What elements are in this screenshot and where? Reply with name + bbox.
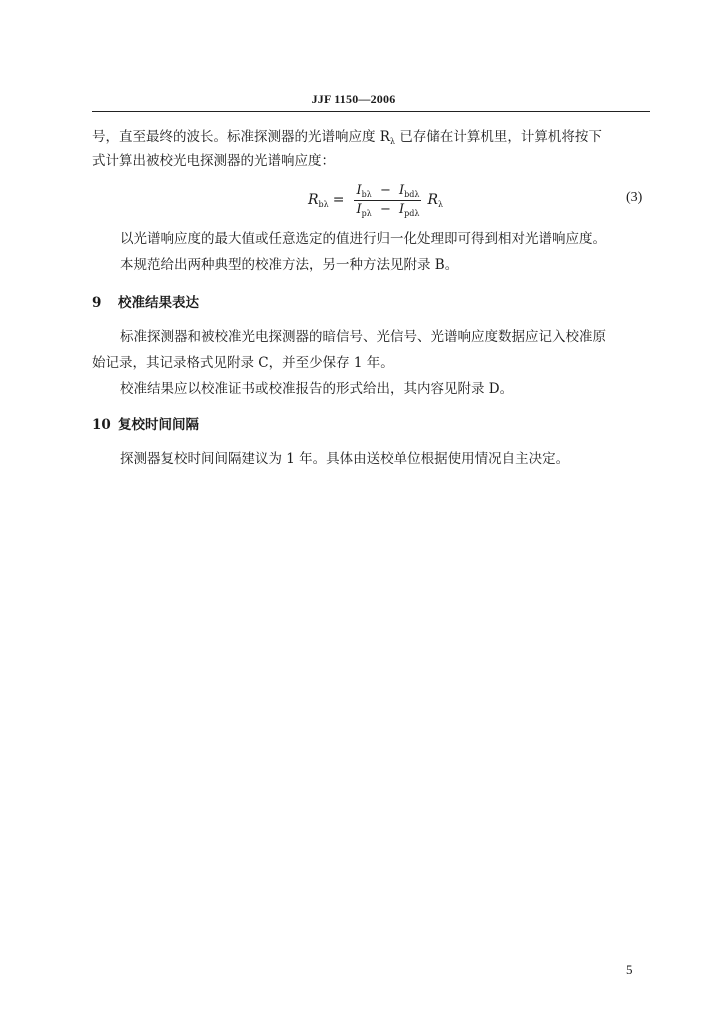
paragraph-2: 以光谱响应度的最大值或任意选定的值进行归一化处理即可得到相对光谱响应度。	[120, 231, 606, 247]
section-9-heading	[92, 292, 199, 314]
subscript: λ	[389, 137, 396, 146]
section-number: 10	[92, 417, 111, 433]
fraction-numerator: $I_{b\lambda} - I_{bd\lambda}$	[356, 182, 420, 199]
section-10-heading	[92, 414, 199, 436]
section-title: 复校时间间隔	[118, 417, 199, 433]
paragraph-4-line-2: 始记录，其记录格式见附录 C，并至少保存 1 年。	[92, 355, 394, 371]
formula-rhs: $R_\lambda$	[427, 191, 444, 209]
page-header: JJF 1150—2006	[311, 92, 396, 106]
equation-number: (3)	[626, 190, 643, 205]
text-segment: 号，直至最终的波长。标准探测器的光谱响应度 R	[92, 129, 390, 145]
section-title: 校准结果表达	[118, 295, 199, 311]
text-segment: 已存储在计算机里，计算机将按下	[395, 129, 602, 145]
paragraph-1-line-1	[92, 126, 652, 153]
page-number: 5	[626, 962, 633, 977]
paragraph-3: 本规范给出两种典型的校准方法，另一种方法见附录 B。	[120, 257, 459, 273]
fraction	[354, 183, 421, 218]
formula-lhs: $R_{b\lambda}$	[308, 191, 329, 209]
paragraph-6: 探测器复校时间间隔建议为 1 年。具体由送校单位根据使用情况自主决定。	[120, 451, 570, 467]
header-rule	[92, 111, 650, 112]
paragraph-5: 校准结果应以校准证书或校准报告的形式给出，其内容见附录 D。	[120, 381, 514, 397]
fraction-denominator: $I_{p\lambda} - I_{pd\lambda}$	[356, 201, 420, 218]
paragraph-4-line-1: 标准探测器和被校准光电探测器的暗信号、光信号、光谱响应度数据应记入校准原	[120, 329, 606, 345]
equals-sign: =	[332, 192, 345, 208]
equation-3	[308, 180, 443, 220]
section-number: 9	[92, 295, 102, 311]
paragraph-1-line-2: 式计算出被校光电探测器的光谱响应度：	[92, 153, 335, 169]
